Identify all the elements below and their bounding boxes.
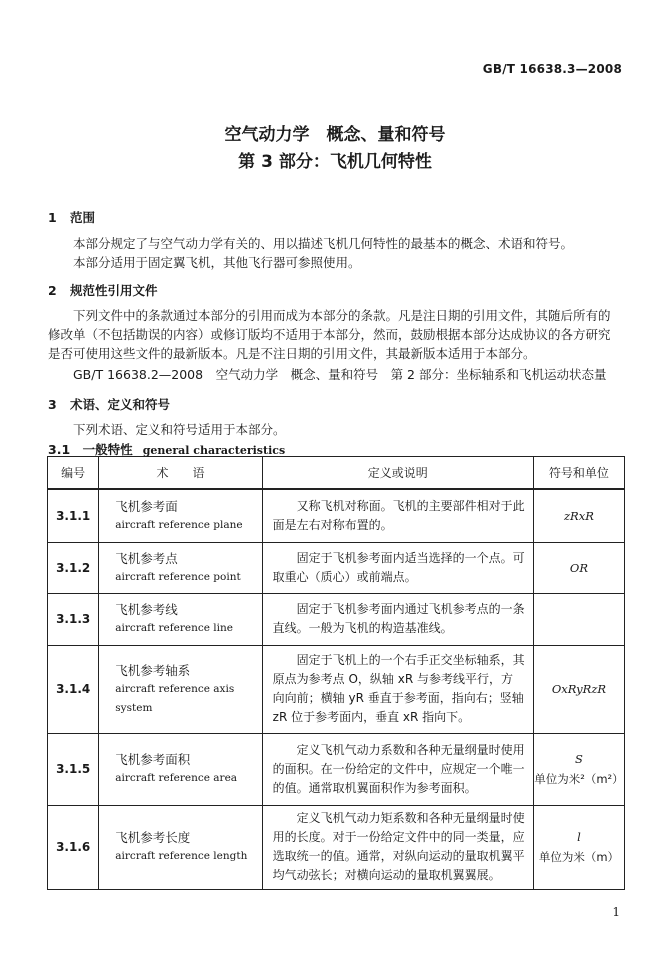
- symbol-text: l: [577, 830, 581, 844]
- document-subtitle: 第 3 部分：飞机几何特性: [238, 152, 432, 172]
- section-2-heading: 2 规范性引用文件: [48, 283, 158, 298]
- row-term: [99, 593, 262, 645]
- header-symbol: 符号和单位: [533, 457, 624, 490]
- term-en: aircraft reference line: [115, 622, 233, 634]
- table-row: [48, 805, 625, 889]
- row-term: [99, 542, 262, 593]
- row-symbol: [533, 805, 624, 889]
- section-2-paragraph-1: 下列文件中的条款通过本部分的引用而成为本部分的条款。凡是注日期的引用文件，其随后所有的修改单（不包括勘误的内容）或修订版均不适用于本部分，然而，鼓励根据本部分达成协议的各方研究是否可使用这些文件的最新版本。凡是不注日期的引用文件，其最新版本适用于本部分。: [48, 308, 611, 361]
- section-3-heading: 3 术语、定义和符号: [48, 397, 171, 412]
- unit-text: 单位为米（m）: [538, 850, 620, 864]
- term-cn: 飞机参考轴系: [115, 662, 191, 678]
- term-en: aircraft reference length: [115, 850, 248, 862]
- table-row: [48, 733, 625, 805]
- terms-table: [47, 456, 625, 890]
- row-definition: 固定于飞机上的一个右手正交坐标轴系，其原点为参考点 O，纵轴 xR 与参考线平行，方向向前；横轴 yR 垂直于参考面，指向右；竖轴 zR 位于参考面内，垂直 xR 指向下。: [262, 645, 533, 733]
- section-1-paragraph-1: 本部分规定了与空气动力学有关的、用以描述飞机几何特性的最基本的概念、术语和符号。: [73, 236, 574, 251]
- term-cn: 飞机参考面积: [115, 752, 191, 767]
- row-code: 3.1.3: [48, 593, 99, 645]
- term-cn: 飞机参考面: [115, 498, 178, 514]
- symbol-text: S: [574, 752, 583, 766]
- term-en: aircraft reference plane: [115, 518, 243, 531]
- table-row: [48, 489, 625, 542]
- row-symbol: [533, 645, 624, 733]
- table-header-row: [48, 457, 625, 490]
- row-code: 3.1.4: [48, 645, 99, 733]
- symbol-text: OxRyRzR: [551, 682, 607, 696]
- row-term: [99, 733, 262, 805]
- unit-text: 单位为米²（m²）: [534, 772, 624, 786]
- section-1-paragraph-2: 本部分适用于固定翼飞机，其他飞行器可参照使用。: [73, 255, 361, 270]
- row-term: [99, 489, 262, 542]
- row-definition: 又称飞机对称面。飞机的主要部件相对于此面是左右对称布置的。: [262, 489, 533, 542]
- symbol-text: OR: [569, 560, 588, 575]
- term-cn: 飞机参考线: [115, 602, 178, 617]
- row-symbol: [533, 733, 624, 805]
- row-definition: 固定于飞机参考面内适当选择的一个点。可取重心（质心）或前端点。: [262, 542, 533, 593]
- symbol-text: zRxR: [564, 508, 594, 523]
- row-symbol: [533, 593, 624, 645]
- row-definition: 定义飞机气动力系数和各种无量纲量时使用的面积。在一份给定的文件中，应规定一个唯一的值。通常取机翼面积作为参考面积。: [262, 733, 533, 805]
- row-code: 3.1.6: [48, 805, 99, 889]
- document-title: 空气动力学 概念、量和符号: [224, 125, 446, 145]
- header-term: 术 语: [99, 457, 262, 490]
- section-1-heading: 1 范围: [48, 210, 96, 225]
- row-term: [99, 645, 262, 733]
- section-2-reference: GB/T 16638.2—2008 空气动力学 概念、量和符号 第 2 部分：坐标轴系和飞机运动状态量: [73, 367, 607, 382]
- row-definition: 固定于飞机参考面内通过飞机参考点的一条直线。一般为飞机的构造基准线。: [262, 593, 533, 645]
- row-code: 3.1.1: [48, 489, 99, 542]
- table-row: [48, 645, 625, 733]
- term-en: aircraft reference axis system: [115, 682, 235, 714]
- row-term: [99, 805, 262, 889]
- term-en: aircraft reference area: [115, 772, 238, 784]
- section-3-paragraph-1: 下列术语、定义和符号适用于本部分。: [73, 422, 286, 437]
- page-number: 1: [612, 905, 620, 919]
- row-code: 3.1.2: [48, 542, 99, 593]
- row-definition: 定义飞机气动力矩系数和各种无量纲量时使用的长度。对于一份给定文件中的同一类量，应选取统一的值。通常，对纵向运动的量取机翼平均气动弦长；对横向运动的量取机翼翼展。: [262, 805, 533, 889]
- term-cn: 飞机参考点: [115, 550, 178, 566]
- row-symbol: [533, 489, 624, 542]
- subsection-3-1-heading: 3.1 一般特性 general characteristics: [48, 442, 286, 457]
- standard-code: GB/T 16638.3—2008: [482, 62, 622, 76]
- header-code: 编号: [48, 457, 99, 490]
- header-definition: 定义或说明: [262, 457, 533, 490]
- term-cn: 飞机参考长度: [115, 830, 191, 845]
- term-en: aircraft reference point: [115, 570, 241, 583]
- table-row: [48, 542, 625, 593]
- row-symbol: [533, 542, 624, 593]
- table-row: [48, 593, 625, 645]
- row-code: 3.1.5: [48, 733, 99, 805]
